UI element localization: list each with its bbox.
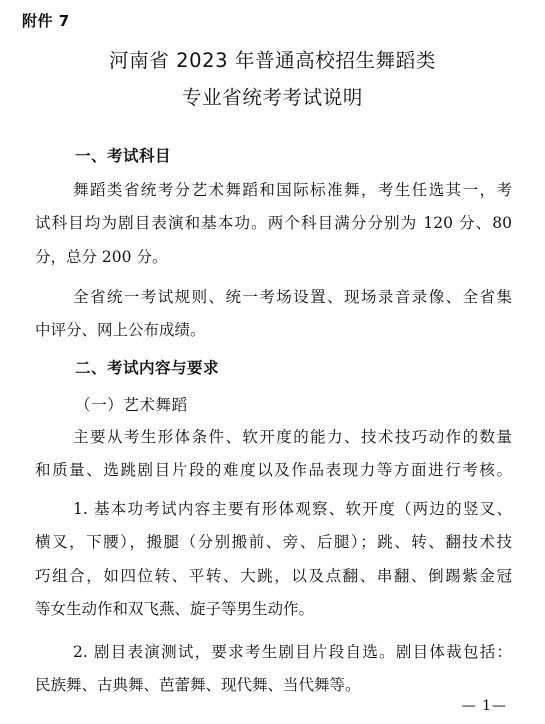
paragraph-line: 1. 基本功考试内容主要有形体观察、软开度（两边的竖叉、 [73,500,512,518]
section-2-heading: 二、考试内容与要求 [75,359,220,377]
section-2-paragraph-3 [35,636,512,703]
page-number: — 1— [461,698,507,714]
section-2-paragraph-1 [35,421,512,488]
section-1-paragraph-2 [35,281,512,348]
paragraph-line: 民族舞、古典舞、芭蕾舞、现代舞、当代舞等。 [35,676,361,695]
section-2-paragraph-2 [35,493,512,627]
section-1-paragraph-1 [35,174,512,274]
document-title-line-2: 专业省统考考试说明 [182,86,363,109]
paragraph-line: 试科目均为剧目表演和基本功。两个科目满分分别为 120 分、80 [35,214,512,233]
paragraph-line: 分，总分 200 分。 [35,247,168,266]
paragraph-line: 2. 剧目表演测试，要求考生剧目片段自选。剧目体裁包括： [73,643,512,661]
paragraph-line: 舞蹈类省统考分艺术舞蹈和国际标准舞，考生任选其一，考 [73,181,512,199]
subsection-1-heading: （一）艺术舞蹈 [75,396,188,414]
paragraph-line: 中评分、网上公布成绩。 [35,321,206,340]
paragraph-line: 主要从考生形体条件、软开度的能力、技术技巧动作的数量 [73,428,512,446]
paragraph-line: 巧组合，如四位转、平转、大跳，以及点翻、串翻、倒踢紫金冠 [35,566,512,585]
paragraph-line: 和质量、选跳剧目片段的难度以及作品表现力等方面进行考核。 [35,461,512,480]
paragraph-line: 横叉，下腰），搬腿（分别搬前、旁、后腿）；跳、转、翻技术技 [35,533,512,552]
paragraph-line: 全省统一考试规则、统一考场设置、现场录音录像、全省集 [73,288,512,306]
section-1-heading: 一、考试科目 [75,147,172,165]
document-title-line-1: 河南省 2023 年普通高校招生舞蹈类 [109,49,436,72]
attachment-label: 附件 7 [22,12,70,30]
paragraph-line: 等女生动作和双飞燕、旋子等男生动作。 [35,600,315,619]
